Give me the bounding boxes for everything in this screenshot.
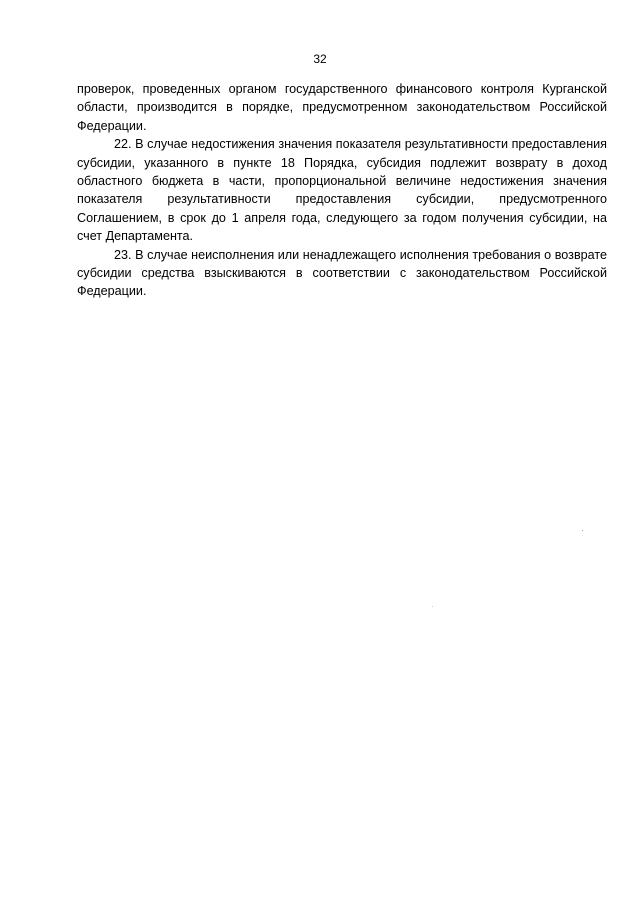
paragraph-continuation: проверок, проведенных органом государственного финансового контроля Курганской области, производится в порядке, предусмотренном законодательством Российской Федерации. — [77, 82, 607, 133]
scan-speck — [432, 606, 433, 607]
page-number: 32 — [313, 52, 327, 66]
scan-speck — [582, 530, 583, 531]
paragraph-clause-23: 23. В случае неисполнения или ненадлежащего исполнения требования о возврате субсидии средства взыскиваются в соответствии с законодательством Российской Федерации. — [77, 247, 607, 299]
paragraph-clause-22: 22. В случае недостижения значения показателя результативности предоставления субсидии, указанного в пункте 18 Порядка, субсидия подлежит возврату в доход областного бюджета в части, пропорциональной величине недостижения значения показателя результативности предоставления субсидии, предусмотренного Соглашением, в срок до 1 апреля года, следующего за годом получения субсидии, на счет Департамента. — [77, 137, 607, 244]
document-body — [77, 80, 607, 301]
